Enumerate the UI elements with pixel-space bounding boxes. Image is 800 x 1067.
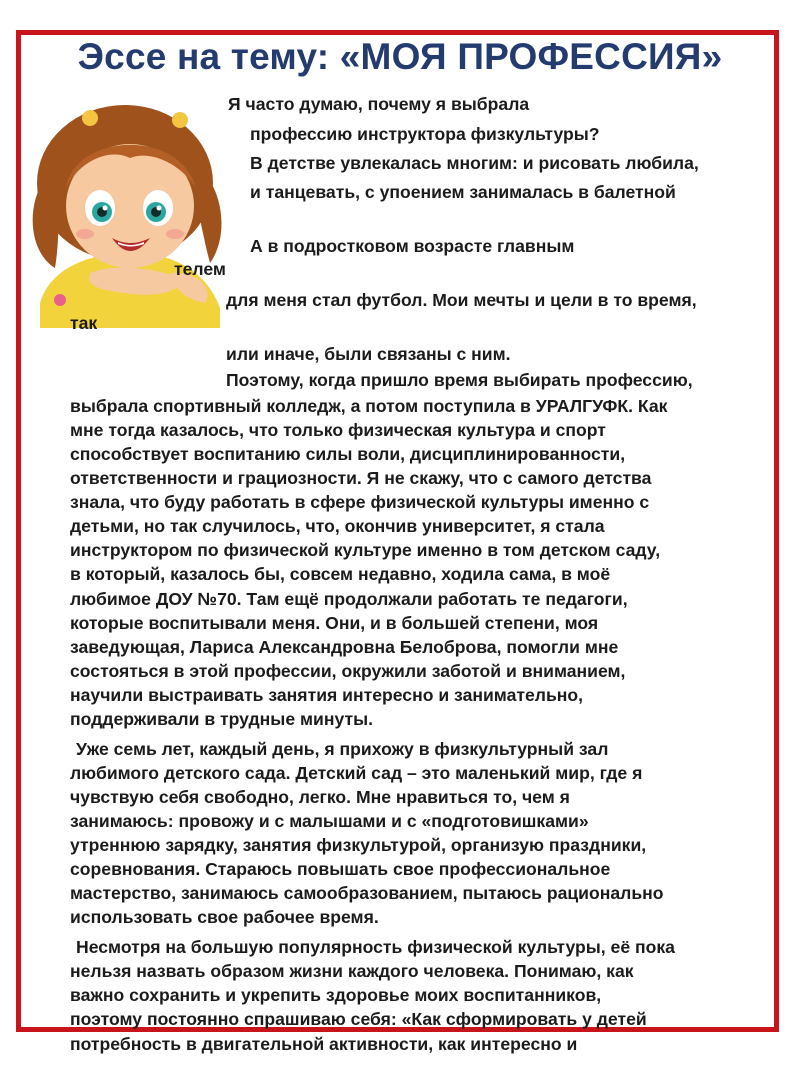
essay-line: важно сохранить и укрепить здоровье моих воспитанников, (70, 985, 602, 1005)
essay-line: выбрала спортивный колледж, а потом поступила в УРАЛГУФК. Как (70, 396, 668, 416)
essay-line: мне тогда казалось, что только физическая культура и спорт (70, 420, 606, 440)
essay-line: в который, казалось бы, совсем недавно, ходила сама, в моё (70, 564, 611, 584)
essay-line: детьми, но так случилось, что, окончив университет, я стала (70, 516, 605, 536)
essay-line: научили выстраивать занятия интересно и занимательно, (70, 685, 584, 705)
essay-line: А в подростковом возрасте главным (250, 236, 575, 256)
essay-line: Уже семь лет, каждый день, я прихожу в физкультурный зал (76, 739, 609, 759)
page-title: Эссе на тему: «МОЯ ПРОФЕССИЯ» (77, 36, 723, 77)
essay-line: поддерживали в трудные минуты. (70, 709, 373, 729)
essay-line: потребность в двигательной активности, как интересно и (70, 1034, 578, 1054)
essay-line: телем (174, 259, 226, 279)
essay-line: соревнования. Стараюсь повышать свое профессиональное (70, 859, 611, 879)
essay-line: для меня стал футбол. Мои мечты и цели в то время, (226, 290, 697, 310)
essay-line: любимое ДОУ №70. Там ещё продолжали работать те педагоги, (70, 589, 628, 609)
essay-line: нельзя назвать образом жизни каждого человека. Понимаю, как (70, 961, 634, 981)
essay-line: утреннюю зарядку, занятия физкультурой, организую праздники, (70, 835, 647, 855)
essay-line: Несмотря на большую популярность физической культуры, её пока (76, 937, 675, 957)
essay-line: знала, что буду работать в сфере физической культуры именно с (70, 492, 650, 512)
essay-line: использовать свое рабочее время. (70, 907, 379, 927)
essay-line: занимаюсь: провожу и с малышами и с «подготовишками» (70, 811, 589, 831)
essay-line: чувствую себя свободно, легко. Мне нравиться то, чем я (70, 787, 570, 807)
essay-line: поэтому постоянно спрашиваю себя: «Как сформировать у детей (70, 1009, 647, 1029)
essay-line: способствует воспитанию силы воли, дисциплинированности, (70, 444, 626, 464)
essay-line: заведующая, Лариса Александровна Белоброва, помогли мне (70, 637, 619, 657)
essay-line: Поэтому, когда пришло время выбирать профессию, (226, 370, 693, 390)
essay-line: мастерство, занимаюсь самообразованием, пытаюсь рационально (70, 883, 664, 903)
essay-line: ответственности и грациозности. Я не скажу, что с самого детства (70, 468, 652, 488)
essay-line: любимого детского сада. Детский сад – это маленький мир, где я (70, 763, 643, 783)
cartoon-girl-icon (30, 88, 230, 328)
essay-line: инструктором по физической культуре именно в том детском саду, (70, 540, 661, 560)
essay-line: профессию инструктора физкультуры? (250, 124, 600, 144)
essay-line: или иначе, были связаны с ним. (226, 344, 511, 364)
essay-line: состояться в этой профессии, окружили заботой и вниманием, (70, 661, 626, 681)
essay-line: В детстве увлекалась многим: и рисовать любила, (250, 153, 699, 173)
essay-line: которые воспитывали меня. Они, и в большей степени, моя (70, 613, 599, 633)
essay-line: и танцевать, с упоением занималась в балетной (250, 182, 676, 202)
essay-line: так (70, 313, 98, 333)
essay-line: Я часто думаю, почему я выбрала (228, 94, 530, 114)
